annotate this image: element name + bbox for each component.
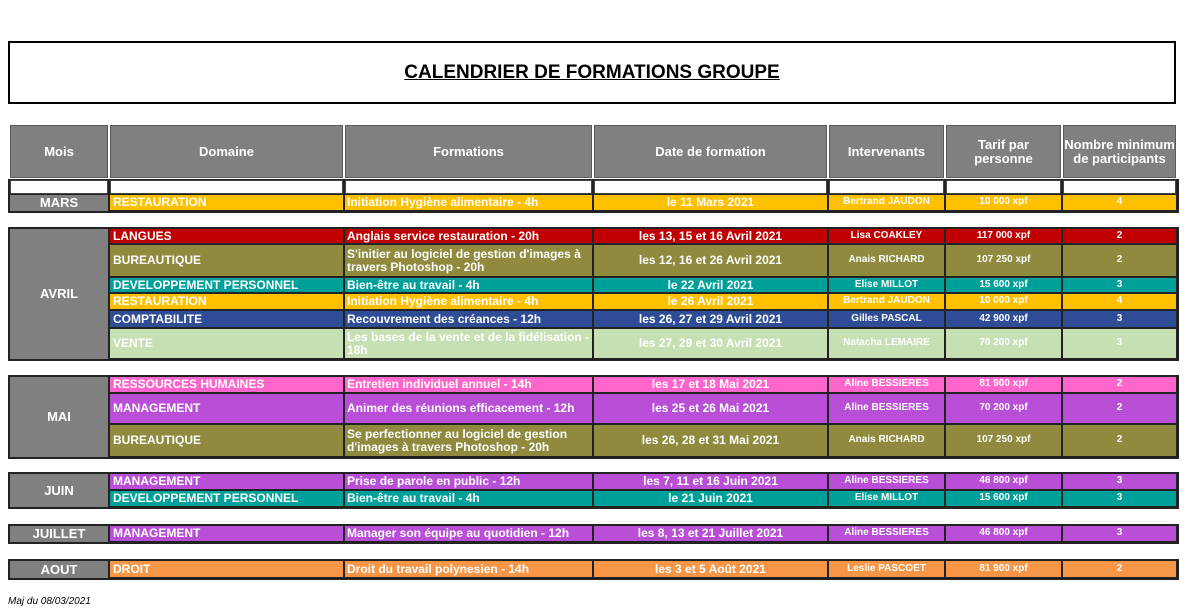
cell-domain: LANGUES (110, 229, 343, 243)
header-3: Date de formation (594, 125, 827, 178)
cell-formation: Les bases de la vente et de la fidélisation - 18h (345, 329, 592, 358)
cell-min-participants: 2 (1063, 425, 1176, 456)
month-label: AOUT (10, 561, 108, 578)
cell-intervenant: Aline BESSIERES (829, 474, 944, 489)
cell-date: le 22 Avril 2021 (594, 278, 827, 292)
cell-formation: Prise de parole en public - 12h (345, 474, 592, 489)
header-0: Mois (10, 125, 108, 178)
cell-min-participants: 2 (1063, 245, 1176, 276)
cell-domain: BUREAUTIQUE (110, 425, 343, 456)
cell-domain: MANAGEMENT (110, 474, 343, 489)
cell-intervenant: Aline BESSIERES (829, 394, 944, 423)
cell-date: les 27, 29 et 30 Avril 2021 (594, 329, 827, 358)
blank-cell (594, 180, 827, 194)
cell-tarif: 70 200 xpf (946, 394, 1061, 423)
cell-tarif: 42 900 xpf (946, 311, 1061, 327)
cell-tarif: 107 250 xpf (946, 245, 1061, 276)
cell-intervenant: Anais RICHARD (829, 425, 944, 456)
cell-date: les 26, 28 et 31 Mai 2021 (594, 425, 827, 456)
month-label: JUIN (10, 474, 108, 507)
cell-formation: Bien-être au travail - 4h (345, 491, 592, 506)
cell-intervenant: Gilles PASCAL (829, 311, 944, 327)
header-6: Nombre minimum de participants (1063, 125, 1176, 178)
cell-intervenant: Lisa COAKLEY (829, 229, 944, 243)
cell-min-participants: 4 (1063, 195, 1176, 210)
cell-date: les 17 et 18 Mai 2021 (594, 377, 827, 392)
month-label: AVRIL (10, 229, 108, 359)
cell-min-participants: 3 (1063, 526, 1176, 541)
cell-min-participants: 3 (1063, 311, 1176, 327)
header-2: Formations (345, 125, 592, 178)
cell-min-participants: 3 (1063, 474, 1176, 489)
cell-intervenant: Aline BESSIERES (829, 526, 944, 541)
cell-min-participants: 3 (1063, 329, 1176, 358)
cell-intervenant: Aline BESSIERES (829, 377, 944, 392)
cell-domain: DROIT (110, 561, 343, 577)
cell-formation: Initiation Hygiène alimentaire - 4h (345, 294, 592, 309)
cell-formation: Initiation Hygiène alimentaire - 4h (345, 195, 592, 210)
cell-tarif: 46 800 xpf (946, 474, 1061, 489)
cell-formation: Entretien individuel annuel - 14h (345, 377, 592, 392)
cell-intervenant: Elise MILLOT (829, 278, 944, 292)
cell-date: les 12, 16 et 26 Avril 2021 (594, 245, 827, 276)
cell-tarif: 15 600 xpf (946, 278, 1061, 292)
cell-min-participants: 2 (1063, 561, 1176, 577)
cell-tarif: 46 800 xpf (946, 526, 1061, 541)
cell-min-participants: 2 (1063, 229, 1176, 243)
cell-domain: BUREAUTIQUE (110, 245, 343, 276)
cell-date: le 21 Juin 2021 (594, 491, 827, 506)
cell-formation: Droit du travail polynesien - 14h (345, 561, 592, 577)
cell-tarif: 107 250 xpf (946, 425, 1061, 456)
cell-intervenant: Bertrand JAUDON (829, 294, 944, 309)
cell-tarif: 10 000 xpf (946, 195, 1061, 210)
header-4: Intervenants (829, 125, 944, 178)
month-label: MAI (10, 377, 108, 457)
blank-cell (10, 180, 108, 194)
cell-intervenant: Natacha LEMAIRE (829, 329, 944, 358)
cell-date: les 26, 27 et 29 Avril 2021 (594, 311, 827, 327)
cell-tarif: 15 600 xpf (946, 491, 1061, 506)
blank-cell (829, 180, 944, 194)
cell-domain: RESTAURATION (110, 195, 343, 210)
cell-tarif: 70 200 xpf (946, 329, 1061, 358)
cell-formation: Anglais service restauration - 20h (345, 229, 592, 243)
cell-date: les 13, 15 et 16 Avril 2021 (594, 229, 827, 243)
blank-cell (110, 180, 343, 194)
cell-formation: Recouvrement des créances - 12h (345, 311, 592, 327)
month-label: MARS (10, 195, 108, 211)
cell-domain: RESSOURCES HUMAINES (110, 377, 343, 392)
blank-cell (1063, 180, 1176, 194)
cell-domain: DEVELOPPEMENT PERSONNEL (110, 278, 343, 292)
update-date: Maj du 08/03/2021 (8, 596, 91, 607)
cell-intervenant: Anais RICHARD (829, 245, 944, 276)
blank-cell (345, 180, 592, 194)
blank-cell (946, 180, 1061, 194)
cell-date: les 7, 11 et 16 Juin 2021 (594, 474, 827, 489)
cell-domain: MANAGEMENT (110, 526, 343, 541)
cell-tarif: 10 000 xpf (946, 294, 1061, 309)
cell-min-participants: 2 (1063, 377, 1176, 392)
cell-date: les 3 et 5 Août 2021 (594, 561, 827, 577)
cell-domain: MANAGEMENT (110, 394, 343, 423)
cell-date: les 25 et 26 Mai 2021 (594, 394, 827, 423)
cell-tarif: 81 900 xpf (946, 561, 1061, 577)
header-5: Tarif par personne (946, 125, 1061, 178)
cell-formation: Animer des réunions efficacement - 12h (345, 394, 592, 423)
month-label: JUILLET (10, 526, 108, 542)
cell-formation: Manager son équipe au quotidien - 12h (345, 526, 592, 541)
cell-tarif: 117 000 xpf (946, 229, 1061, 243)
cell-formation: S'initier au logiciel de gestion d'images à travers Photoshop - 20h (345, 245, 592, 276)
cell-formation: Bien-être au travail - 4h (345, 278, 592, 292)
cell-intervenant: Elise MILLOT (829, 491, 944, 506)
cell-date: les 8, 13 et 21 Juillet 2021 (594, 526, 827, 541)
cell-min-participants: 4 (1063, 294, 1176, 309)
header-1: Domaine (110, 125, 343, 178)
page-title: CALENDRIER DE FORMATIONS GROUPE (404, 61, 780, 83)
cell-domain: RESTAURATION (110, 294, 343, 309)
cell-min-participants: 3 (1063, 278, 1176, 292)
cell-date: le 26 Avril 2021 (594, 294, 827, 309)
cell-min-participants: 2 (1063, 394, 1176, 423)
cell-domain: COMPTABILITE (110, 311, 343, 327)
cell-intervenant: Bertrand JAUDON (829, 195, 944, 210)
cell-min-participants: 3 (1063, 491, 1176, 506)
cell-date: le 11 Mars 2021 (594, 195, 827, 210)
cell-domain: VENTE (110, 329, 343, 358)
cell-intervenant: Leslie PASCOET (829, 561, 944, 577)
cell-domain: DEVELOPPEMENT PERSONNEL (110, 491, 343, 506)
cell-formation: Se perfectionner au logiciel de gestion d'images à travers Photoshop - 20h (345, 425, 592, 456)
cell-tarif: 81 900 xpf (946, 377, 1061, 392)
